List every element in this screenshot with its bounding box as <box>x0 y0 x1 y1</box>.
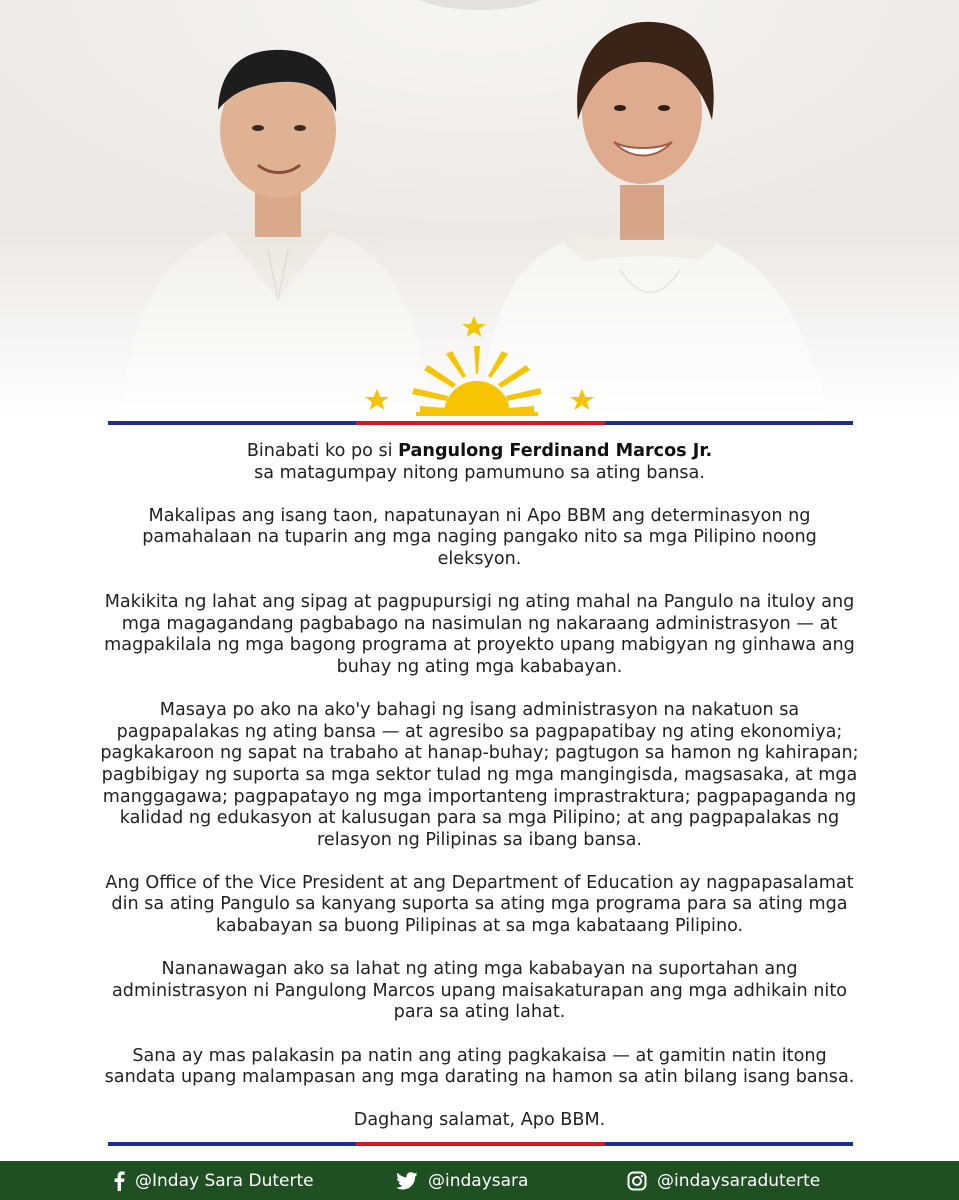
divider-bottom <box>108 1142 853 1146</box>
facebook-link[interactable] <box>113 1161 314 1200</box>
facebook-icon <box>113 1171 125 1191</box>
twitter-handle: @indaysara <box>428 1170 529 1191</box>
instagram-handle: @indaysaraduterte <box>657 1170 821 1191</box>
instagram-link[interactable] <box>627 1161 820 1200</box>
letter-paragraph-5: Ang Office of the Vice President at ang Department of Education ay nagpapasalamat din sa ating Pangulo sa kanyang suporta sa ating mga programa para sa ating mga kababayan sa buong Pilipinas at sa mga kabataang Pilipino. <box>105 872 854 937</box>
letter-paragraph-7: Sana ay mas palakasin pa natin ang ating pagkakaisa — at gamitin natin itong sandata upang malampasan ang mga darating na hamon sa atin bilang isang bansa. <box>104 1045 855 1088</box>
instagram-icon <box>627 1171 647 1191</box>
letter-paragraph-2: Makalipas ang isang taon, napatunayan ni Apo BBM ang determinasyon ng pamahalaan na tuparin ang mga naging pangako nito sa mga Pilipino noong eleksyon. <box>142 505 817 569</box>
star-top-icon <box>462 316 486 337</box>
president-name: Pangulong Ferdinand Marcos Jr. <box>398 441 713 461</box>
letter-paragraph-6: Nananawagan ako sa lahat ng ating mga kababayan na suportahan ang administrasyon ni Pangulong Marcos upang maisakaturapan ang mga adhikain nito para sa ating lahat. <box>112 959 847 1023</box>
letter-paragraph-3: Makikita ng lahat ang sipag at pagpupursigi ng ating mahal na Pangulo na ituloy ang mga magagandang pagbabago na nasimulan ng nakaraang administrasyon — at magpakilala ng mga bagong programa at proyekto upang mabigyan ng ginhawa ang buhay ng ating mga kababayan. <box>104 592 855 677</box>
sun-and-stars-emblem <box>360 312 600 422</box>
star-left-icon <box>365 389 389 410</box>
facebook-handle: @Inday Sara Duterte <box>135 1170 314 1191</box>
letter-paragraph-4: Masaya po ako na ako'y bahagi ng isang administrasyon na nakatuon sa pagpapalakas ng ating bansa — at agresibo sa pagpapatibay ng ating ekonomiya; pagkakaroon ng sapat na trabaho at hanap-buhay; pagtugon sa hamon ng kahirapan; pagbibigay ng suporta sa mga sektor tulad ng mga mangingisda, magsasaka, at mga manggagawa; pagpapatayo ng mga importanteng imprastraktura; pagpapaganda ng kalidad ng edukasyon at kalusugan para sa mga Pilipino; at ang pagpapalakas ng relasyon ng Pilipinas sa ibang bansa. <box>100 700 859 850</box>
letter-body <box>100 441 859 1132</box>
twitter-link[interactable] <box>396 1161 528 1200</box>
divider-top <box>108 421 853 425</box>
social-footer <box>0 1161 959 1200</box>
letter-greeting: Binabati ko po si Pangulong Ferdinand Marcos Jr. sa matagumpay nitong pamumuno sa ating bansa. <box>246 441 713 483</box>
star-right-icon <box>570 389 594 410</box>
sun-icon <box>412 346 542 416</box>
twitter-icon <box>396 1172 418 1190</box>
letter-closing: Daghang salamat, Apo BBM. <box>353 1110 606 1131</box>
